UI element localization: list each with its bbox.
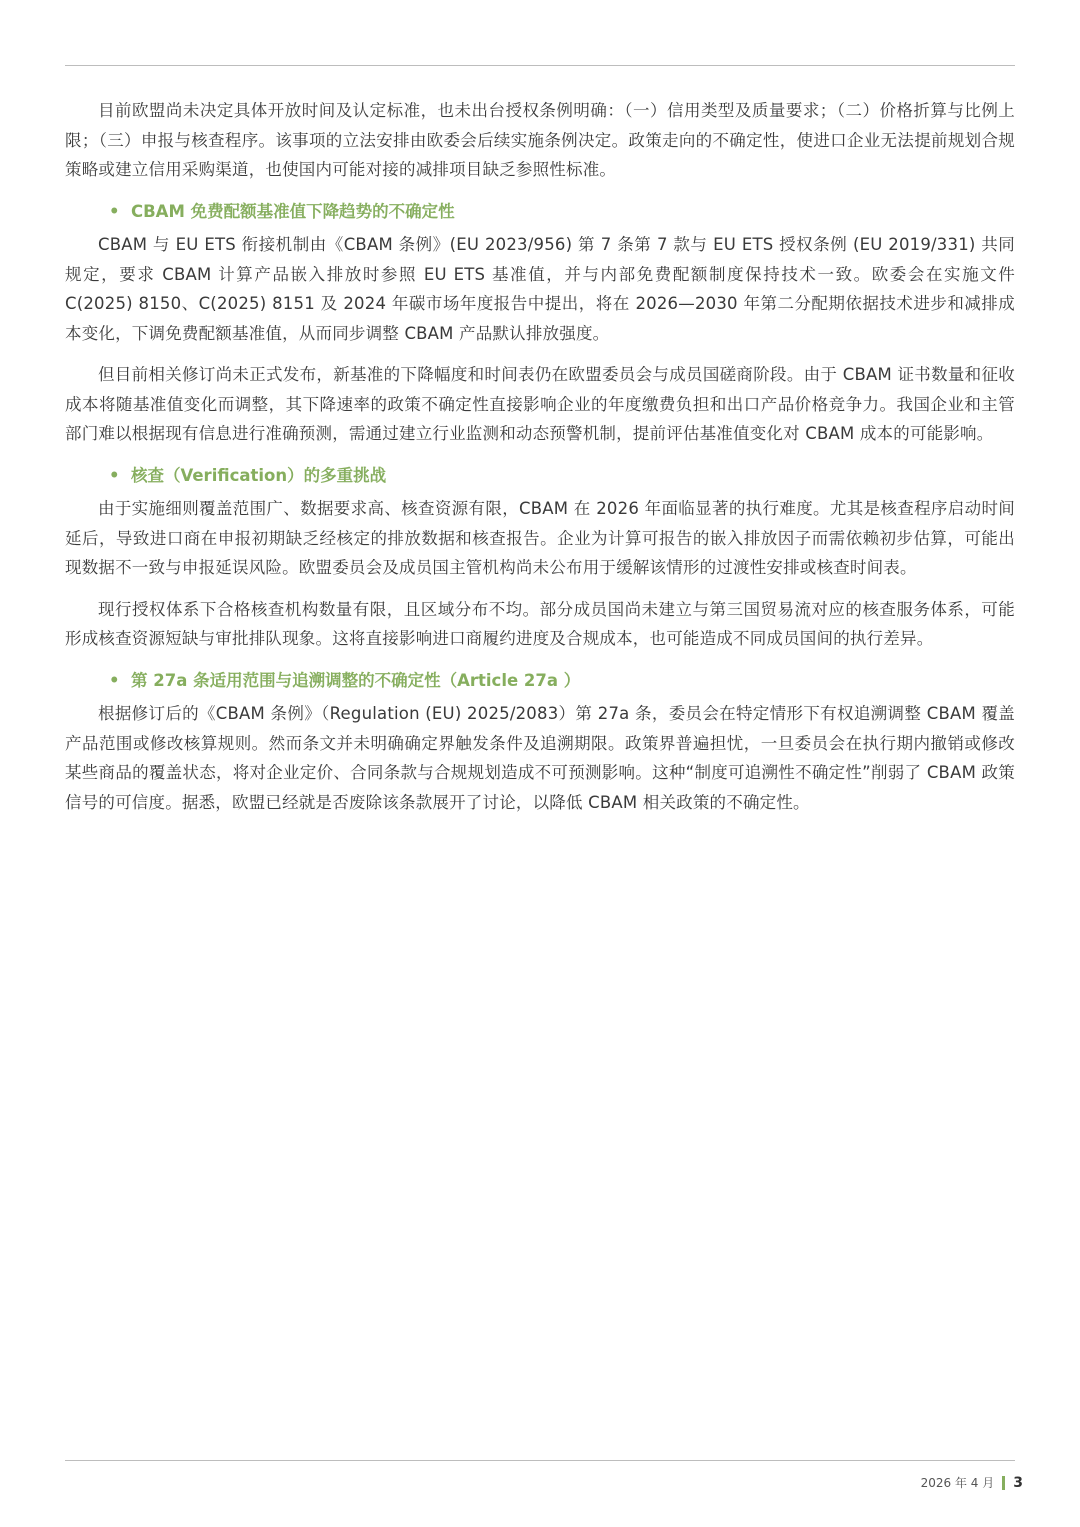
paragraph-verification-2: 现行授权体系下合格核查机构数量有限，且区域分布不均。部分成员国尚未建立与第三国贸易流对应的核查服务体系，可能形成核查资源短缺与审批排队现象。这将直接影响进口商履约进度及合规成本，也可能造成不同成员国间的执行差异。 <box>65 599 1015 648</box>
paragraph-verification-1: 由于实施细则覆盖范围广、数据要求高、核查资源有限，CBAM 在 2026 年面临显著的执行难度。尤其是核查程序启动时间延后，导致进口商在申报初期缺乏经核定的排放数据和核查报告。企业为计算可报告的嵌入排放因子而需依赖初步估算，可能出现数据不一致与申报延误风险。欧盟委员会及成员国主管机构尚未公布用于缓解该情形的过渡性安排或核查时间表。 <box>65 499 1015 577</box>
paragraph-intro: 目前欧盟尚未决定具体开放时间及认定标准，也未出台授权条例明确：（一）信用类型及质量要求；（二）价格折算与比例上限；（三）申报与核查程序。该事项的立法安排由欧委会后续实施条例决定。政策走向的不确定性，使进口企业无法提前规划合规策略或建立信用采购渠道，也使国内可能对接的减排项目缺乏参照性标准。 <box>65 101 1015 179</box>
document-body <box>65 96 1015 829</box>
section-heading-text: CBAM 免费配额基准值下降趋势的不确定性 <box>131 201 455 221</box>
section-heading-benchmark <box>65 197 1015 227</box>
paragraph-benchmark-2: 但目前相关修订尚未正式发布，新基准的下降幅度和时间表仍在欧盟委员会与成员国磋商阶段。由于 CBAM 证书数量和征收成本将随基准值变化而调整，其下降速率的政策不确定性直接影响企业的年度缴费负担和出口产品价格竞争力。我国企业和主管部门难以根据现有信息进行准确预测，需通过建立行业监测和动态预警机制，提前评估基准值变化对 CBAM 成本的可能影响。 <box>65 365 1015 443</box>
section-heading-text: 核查（Verification）的多重挑战 <box>131 465 387 485</box>
page-footer <box>921 1474 1023 1491</box>
top-rule <box>65 65 1015 66</box>
bullet-icon: • <box>109 465 120 485</box>
bullet-icon: • <box>109 201 120 221</box>
section-heading-text: 第 27a 条适用范围与追溯调整的不确定性（Article 27a ） <box>131 670 581 690</box>
section-heading-verification <box>65 461 1015 491</box>
footer-date: 2026 年 4 月 <box>920 1476 995 1490</box>
paragraph-benchmark-1: CBAM 与 EU ETS 衔接机制由《CBAM 条例》(EU 2023/956) 第 7 条第 7 款与 EU ETS 授权条例 (EU 2019/331) 共同规定，要求 CBAM 计算产品嵌入排放时参照 EU ETS 基准值，并与内部免费配额制度保持技术一致。欧委会在实施文件 C(2025) 8150、C(2025) 8151 及 2024 年碳市场年度报告中提出，将在 2026—2030 年第二分配期依据技术进步和减排成本变化，下调免费配额基准值，从而同步调整 CBAM 产品默认排放强度。 <box>65 235 1015 343</box>
bottom-rule <box>65 1460 1015 1461</box>
footer-divider <box>1002 1476 1005 1490</box>
section-heading-article-27a <box>65 666 1015 696</box>
page-number: 3 <box>1013 1474 1023 1491</box>
bullet-icon: • <box>109 670 120 690</box>
paragraph-article-27a: 根据修订后的《CBAM 条例》（Regulation (EU) 2025/2083）第 27a 条，委员会在特定情形下有权追溯调整 CBAM 覆盖产品范围或修改核算规则。然而条文并未明确确定界触发条件及追溯期限。政策界普遍担忧，一旦委员会在执行期内撤销或修改某些商品的覆盖状态，将对企业定价、合同条款与合规规划造成不可预测影响。这种“制度可追溯性不确定性”削弱了 CBAM 政策信号的可信度。据悉，欧盟已经就是否废除该条款展开了讨论，以降低 CBAM 相关政策的不确定性。 <box>65 704 1015 812</box>
